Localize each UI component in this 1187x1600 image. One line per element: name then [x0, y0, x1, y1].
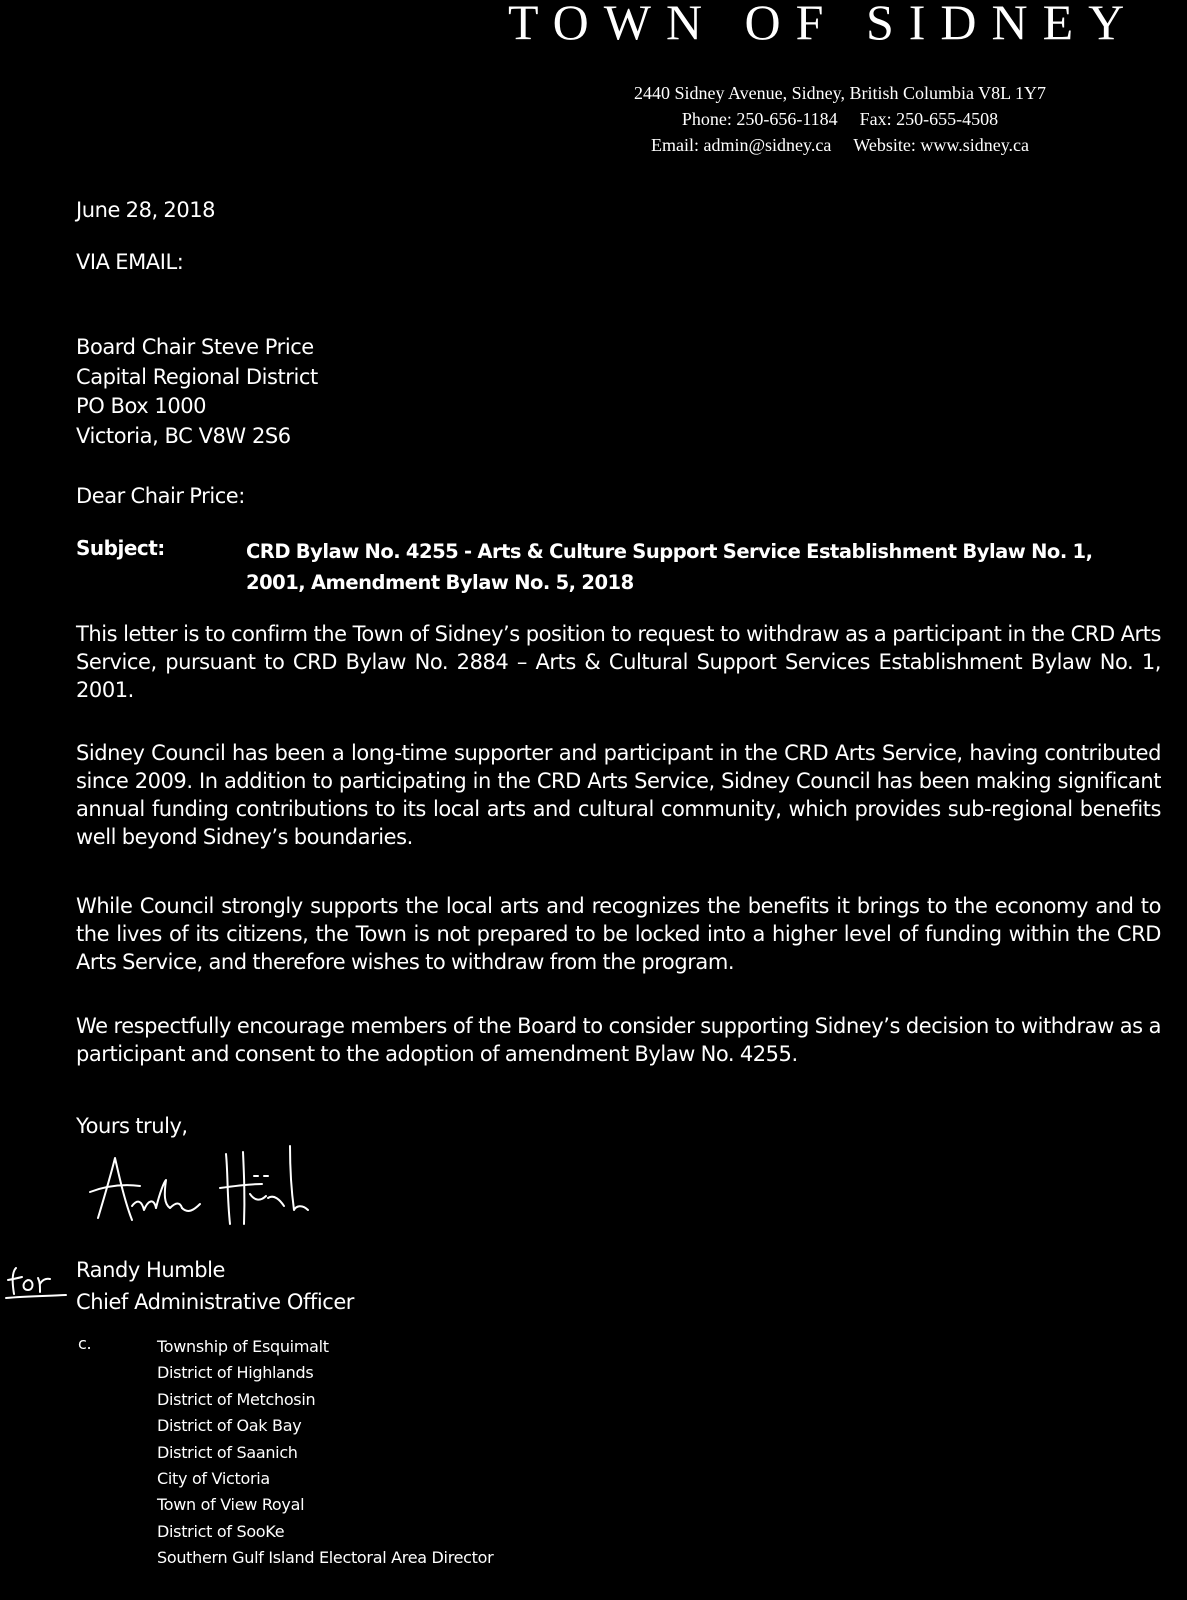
- phone-fax-line: [560, 106, 1120, 132]
- subject-line: 2001, Amendment Bylaw No. 5, 2018: [246, 571, 634, 594]
- signer-block: [76, 1254, 354, 1318]
- signer-name: Randy Humble: [76, 1258, 225, 1282]
- email-website-line: [560, 132, 1120, 158]
- recipient-line: Capital Regional District: [76, 364, 318, 389]
- body-paragraph: While Council strongly supports the local arts and recognizes the benefits it brings to the economy and to the lives of its citizens, the Town is not prepared to be locked into a higher level of funding within the CRD Arts Service, and therefore wishes to withdraw from the program.: [76, 894, 1161, 974]
- cc-recipient: Township of Esquimalt: [157, 1337, 329, 1356]
- subject-line: CRD Bylaw No. 4255 - Arts & Culture Support Service Establishment Bylaw No. 1,: [246, 540, 1093, 563]
- cc-recipient: City of Victoria: [157, 1469, 270, 1489]
- closing-line: Yours truly,: [76, 1114, 188, 1138]
- handwritten-signature: [78, 1140, 338, 1250]
- cc-recipient: Southern Gulf Island Electoral Area Director: [157, 1548, 494, 1568]
- fax-number: Fax: 250-655-4508: [859, 109, 999, 129]
- phone-number: Phone: 250-656-1184: [681, 109, 838, 129]
- cc-label: c.: [78, 1334, 92, 1353]
- letter-date: June 28, 2018: [76, 198, 216, 222]
- subject-text: [246, 536, 1181, 598]
- body-paragraph: We respectfully encourage members of the Board to consider supporting Sidney’s decision to withdraw as a participant and consent to the adoption of amendment Bylaw No. 4255.: [76, 1014, 1161, 1066]
- body-paragraph: Sidney Council has been a long-time supporter and participant in the CRD Arts Service, having contributed since 2009. In addition to participating in the CRD Arts Service, Sidney Council has been making significant annual funding contributions to its local arts and cultural community, which provides sub-regional benefits well beyond Sidney’s boundaries.: [76, 741, 1161, 849]
- cc-recipient: District of Highlands: [157, 1363, 314, 1383]
- recipient-line: Board Chair Steve Price: [76, 335, 314, 359]
- cc-recipient: District of Metchosin: [157, 1389, 316, 1409]
- website-address: Website: www.sidney.ca: [853, 135, 1030, 155]
- cc-recipient: District of Oak Bay: [157, 1416, 302, 1436]
- delivery-method: VIA EMAIL:: [76, 250, 184, 274]
- cc-recipient-list: [157, 1334, 493, 1572]
- for-annotation: [2, 1262, 70, 1302]
- email-address: Email: admin@sidney.ca: [650, 135, 832, 155]
- cc-recipient: District of SooKe: [157, 1521, 285, 1541]
- subject-label: Subject:: [76, 536, 165, 560]
- cc-recipient: District of Saanich: [157, 1442, 298, 1462]
- recipient-line: PO Box 1000: [76, 394, 207, 418]
- salutation: Dear Chair Price:: [76, 484, 245, 508]
- cc-recipient: Town of View Royal: [157, 1495, 305, 1515]
- recipient-address: [76, 333, 318, 451]
- contact-block: [560, 80, 1120, 158]
- address-line: 2440 Sidney Avenue, Sidney, British Columbia V8L 1Y7: [634, 83, 1046, 103]
- recipient-line: Victoria, BC V8W 2S6: [76, 423, 291, 448]
- organization-name: TOWN OF SIDNEY: [508, 0, 1140, 50]
- body-paragraph: This letter is to confirm the Town of Sidney’s position to request to withdraw as a participant in the CRD Arts Service, pursuant to CRD Bylaw No. 2884 – Arts & Cultural Support Services Establishment Bylaw No. 1, 2001.: [76, 622, 1161, 702]
- signer-title: Chief Administrative Officer: [76, 1290, 354, 1314]
